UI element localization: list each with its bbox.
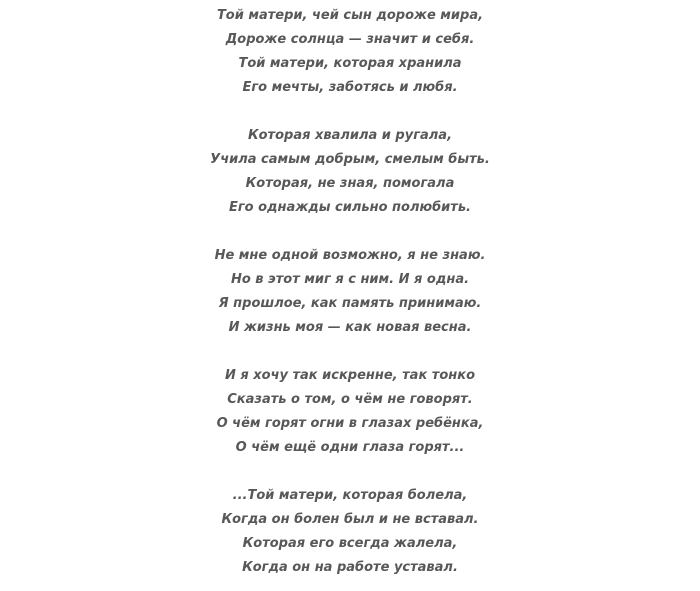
poem-line: Не мне одной возможно, я не знаю. [214,248,486,263]
poem-line: Но в этот миг я с ним. И я одна. [230,272,470,287]
poem-line: Когда он болен был и не вставал. [221,512,479,527]
poem-text [0,4,700,580]
poem-line: Которая, не зная, помогала [245,176,455,191]
poem-line: И я хочу так искренне, так тонко [224,368,476,383]
poem-line: Той матери, которая хранила [238,56,462,71]
stanza [0,4,700,100]
poem-line: И жизнь моя — как новая весна. [228,320,472,335]
poem-line: О чём горят огни в глазах ребёнка, [216,416,484,431]
stanza [0,364,700,460]
poem-line: Я прошлое, как память принимаю. [218,296,482,311]
stanza [0,484,700,580]
poem-line: Дороже солнца — значит и себя. [225,32,475,47]
poem-line: Которая хвалила и ругала, [247,128,453,143]
poem-line: Его однажды сильно полюбить. [229,200,471,215]
poem-line: Сказать о том, о чём не говорят. [227,392,473,407]
poem-line: Той матери, чей сын дороже мира, [216,8,484,23]
poem-line: Его мечты, заботясь и любя. [242,80,458,95]
poem-line: Когда он на работе уставал. [242,560,458,575]
poem-line: О чём ещё одни глаза горят... [235,440,465,455]
poem-line: ...Той матери, которая болела, [232,488,468,503]
stanza [0,124,700,220]
poem-line: Учила самым добрым, смелым быть. [210,152,490,167]
poem-line: Которая его всегда жалела, [242,536,458,551]
stanza [0,244,700,340]
